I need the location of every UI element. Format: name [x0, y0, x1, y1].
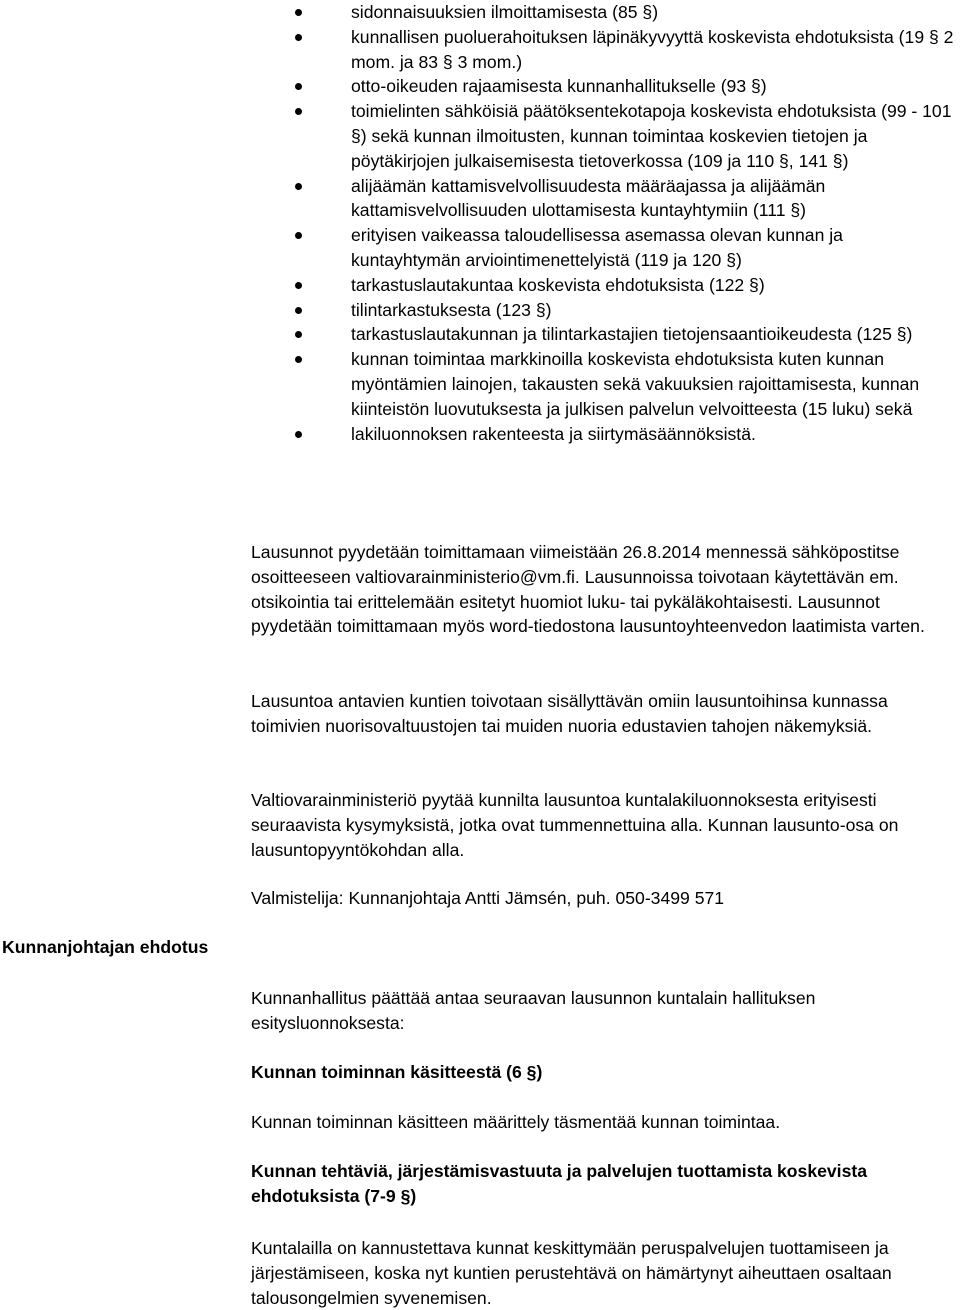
list-item — [251, 99, 956, 173]
list-item — [251, 0, 956, 25]
list-item — [251, 174, 956, 224]
list-item-text: kunnan toimintaa markkinoilla koskevista ehdotuksista kuten kunnan myöntämien lainojen, takausten sekä vakuuksien rajoittamisesta, kunnan kiinteistön luovutuksesta ja julkisen palvelun velvoitteesta (15 luku) sekä — [351, 349, 920, 419]
bullet-icon — [295, 183, 302, 190]
list-item-text: erityisen vaikeassa taloudellisessa asemassa olevan kunnan ja kuntayhtymän arviointimenettelyistä (119 ja 120 §) — [351, 225, 843, 270]
bullet-icon — [295, 232, 302, 239]
list-item — [251, 223, 956, 273]
list-item-text: alijäämän kattamisvelvollisuudesta määräajassa ja alijäämän kattamisvelvollisuuden ulottamisesta kuntayhtymiin (111 §) — [351, 175, 826, 221]
list-item — [251, 347, 956, 421]
section-text: Kuntalailla on kannustettava kunnat keskittymään peruspalvelujen tuottamiseen ja järjestämiseen, koska nyt kuntien perustehtävä on hämärtynyt aiheuttaen osaltaan talousongelmien syvenemisen. — [251, 1238, 892, 1308]
youth-council-paragraph: Lausuntoa antavien kuntien toivotaan sisällyttävän omiin lausuntoihinsa kunnassa toimivien nuorisovaltuustojen tai muiden nuoria edustavien tahojen näkemyksiä. — [251, 691, 888, 736]
list-item — [251, 298, 956, 323]
list-item-text: otto-oikeuden rajaamisesta kunnanhallitukselle (93 §) — [351, 76, 767, 97]
section-heading: Kunnan tehtäviä, järjestämisvastuuta ja palvelujen tuottamista koskevista ehdotuksista (7-9 §) — [251, 1161, 867, 1206]
list-item-text: sidonnaisuuksien ilmoittamisesta (85 §) — [351, 2, 659, 22]
list-item — [251, 422, 956, 447]
list-item-text: lakiluonnoksen rakenteesta ja siirtymäsäännöksistä. — [351, 423, 756, 444]
list-item-text: toimielinten sähköisiä päätöksentekotapoja koskevista ehdotuksista (99 - 101 §) sekä kunnan ilmoitusten, kunnan toimintaa koskevien tietojen ja pöytäkirjojen julkaisemisesta tietoverkossa (109 ja 110 §, 141 §) — [351, 101, 952, 171]
list-item-text: tarkastuslautakuntaa koskevista ehdotuksista (122 §) — [351, 274, 765, 295]
list-item-text: kunnallisen puoluerahoituksen läpinäkyvyyttä koskevista ehdotuksista (19 § 2 mom. ja 83 § 3 mom.) — [351, 26, 954, 72]
bullet-icon — [295, 108, 302, 115]
list-item — [251, 322, 956, 347]
bullet-icon — [295, 356, 302, 363]
list-item-text: tarkastuslautakunnan ja tilintarkastajien tietojensaantioikeudesta (125 §) — [351, 324, 913, 345]
bullet-icon — [295, 307, 302, 314]
bullet-icon — [295, 282, 302, 289]
proposal-intro: Kunnanhallitus päättää antaa seuraavan lausunnon kuntalain hallituksen esitysluonnoksesta: — [251, 988, 816, 1033]
ministry-request-paragraph: Valtiovarainministeriö pyytää kunnilta lausuntoa kuntalakiluonnoksesta erityisesti seuraavista kysymyksistä, jotka ovat tummennettuina alla. Kunnan lausunto-osa on lausuntopyyntökohdan alla. — [251, 790, 899, 860]
list-item — [251, 273, 956, 298]
preparer-line: Valmistelija: Kunnanjohtaja Antti Jämsén, puh. 050-3499 571 — [251, 888, 725, 908]
bullet-icon — [295, 83, 302, 90]
list-item — [251, 25, 956, 75]
proposal-side-label: Kunnanjohtajan ehdotus — [2, 937, 209, 957]
topic-bullet-list — [251, 0, 956, 446]
list-item-text: tilintarkastuksesta (123 §) — [351, 299, 552, 320]
bullet-icon — [295, 9, 302, 16]
bullet-icon — [295, 431, 302, 438]
bullet-icon — [295, 34, 302, 41]
list-item — [251, 74, 956, 99]
section-text: Kunnan toiminnan käsitteen määrittely täsmentää kunnan toimintaa. — [251, 1112, 781, 1132]
section-heading: Kunnan toiminnan käsitteestä (6 §) — [251, 1062, 543, 1082]
bullet-icon — [295, 331, 302, 338]
statement-deadline-paragraph: Lausunnot pyydetään toimittamaan viimeistään 26.8.2014 mennessä sähköpostitse osoitteeseen valtiovarainministerio@vm.fi. Lausunnoissa toivotaan käytettävän em. otsikointia tai erittelemään esitetyt huomiot luku- tai pykäläkohtaisesti. Lausunnot pyydetään toimittamaan myös word-tiedostona lausuntoyhteenvedon laatimista varten. — [251, 542, 925, 637]
